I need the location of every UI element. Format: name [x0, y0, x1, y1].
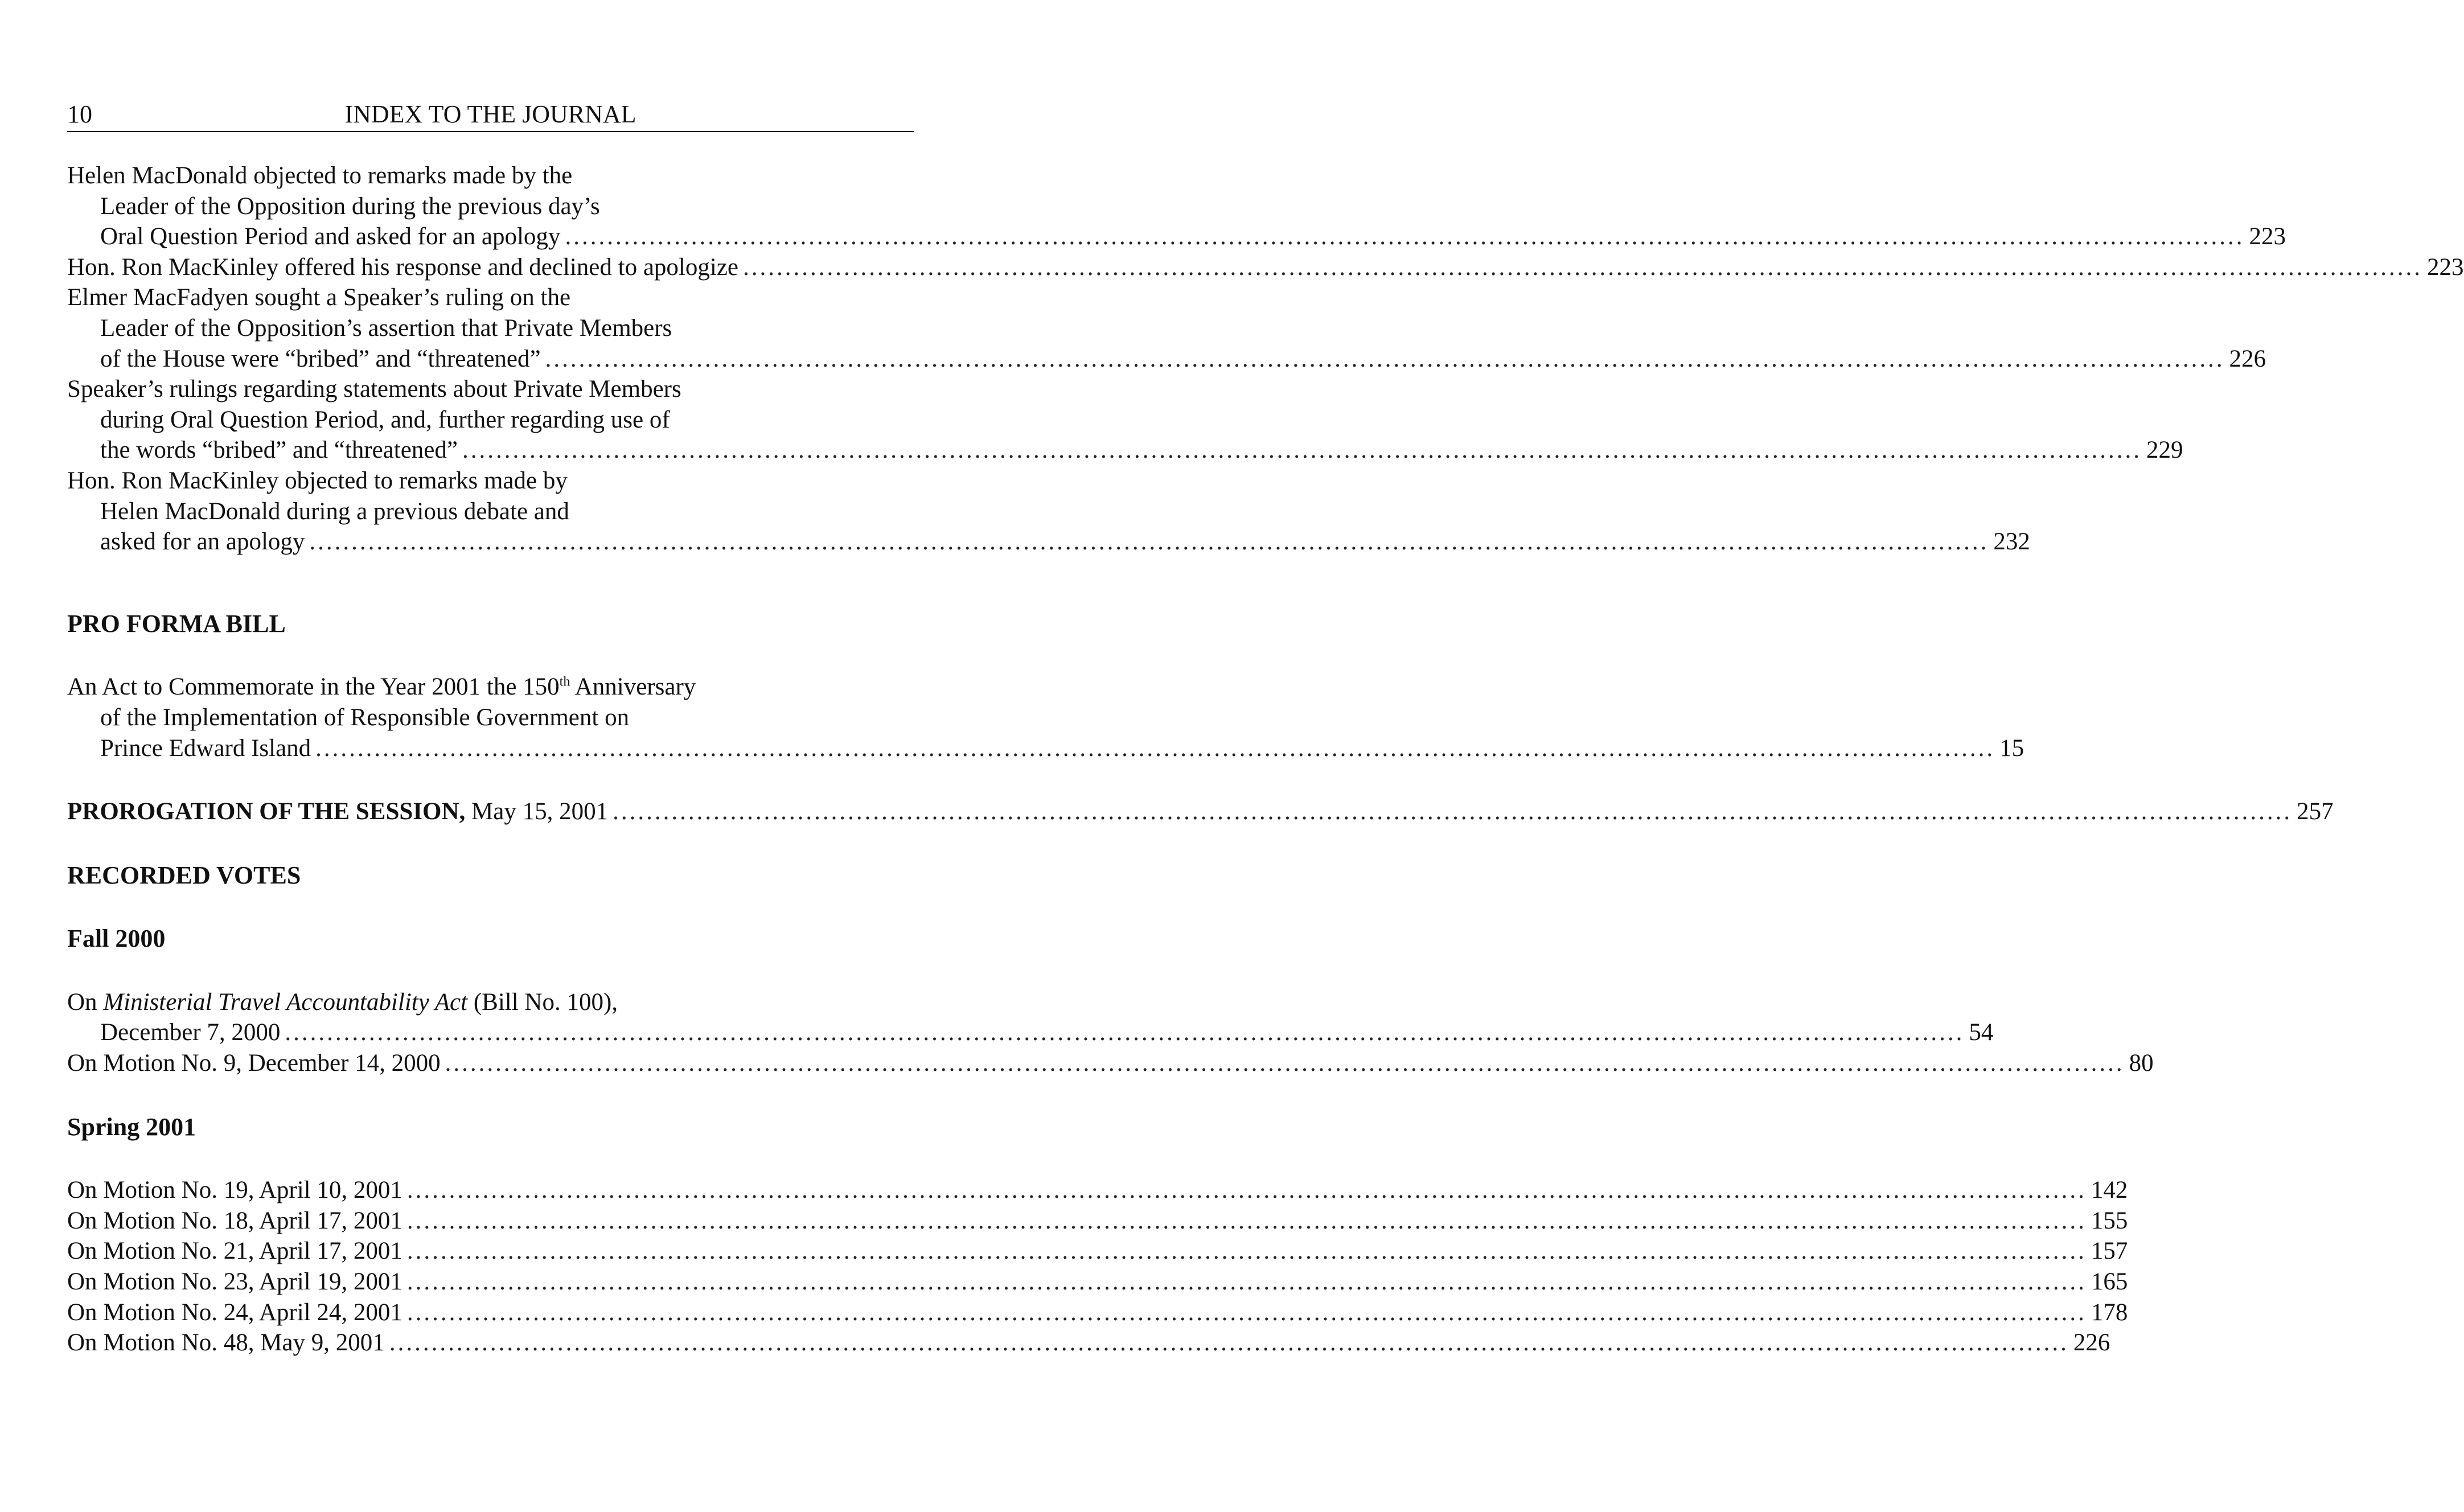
subsection-heading: Spring 2001 — [67, 1112, 196, 1141]
entry-text: December 7, 2000 — [100, 1019, 281, 1046]
page-reference: 54 — [1969, 1019, 1994, 1046]
subsection-heading: Fall 2000 — [67, 925, 166, 953]
entry-text: On Motion No. 24, April 24, 2001 — [67, 1299, 403, 1326]
index-entry — [67, 796, 2334, 827]
section-heading: PROROGATION OF THE SESSION, — [67, 798, 466, 825]
page-reference: 80 — [2129, 1050, 2154, 1077]
page-title: INDEX TO THE JOURNAL — [344, 100, 636, 128]
entry-line — [67, 1017, 1994, 1048]
entry-text: (Bill No. 100), — [467, 988, 618, 1016]
entry-line: Speaker’s rulings regarding statements about Private Members — [67, 376, 681, 403]
entry-text: asked for an apology — [100, 528, 305, 556]
page-number: 10 — [67, 100, 92, 128]
act-title: Ministerial Travel Accountability Act — [103, 988, 468, 1016]
entry-text: On Motion No. 48, May 9, 2001 — [67, 1329, 385, 1357]
entry-date: May 15, 2001 — [465, 798, 609, 825]
page-reference: 142 — [2091, 1177, 2128, 1204]
dot-leader: ........................................................................................................................................................................................................ — [445, 1050, 2125, 1077]
entry-text: On Motion No. 23, April 19, 2001 — [67, 1268, 403, 1296]
index-entry — [67, 161, 2286, 252]
index-content — [67, 161, 2464, 1358]
entry-line: of the Implementation of Responsible Government on — [100, 704, 630, 731]
index-entry — [67, 1048, 2154, 1079]
entry-line: Elmer MacFadyen sought a Speaker’s ruling on the — [67, 284, 571, 311]
section-heading: RECORDED VOTES — [67, 861, 301, 889]
entry-line — [67, 1175, 2128, 1206]
entry-line — [67, 733, 2024, 764]
entry-text: Prince Edward Island — [100, 734, 311, 762]
index-entry — [67, 1267, 2128, 1297]
dot-leader: ........................................................................................................................................................................................................ — [285, 1019, 1965, 1046]
entry-text: Hon. Ron MacKinley offered his response and declined to apologize — [67, 253, 738, 281]
entry-text: On Motion No. 9, December 14, 2000 — [67, 1050, 441, 1077]
page-reference: 226 — [2073, 1329, 2110, 1357]
index-entry — [67, 987, 1994, 1048]
page-header — [67, 98, 914, 132]
entry-line — [67, 221, 2286, 252]
page-reference: 157 — [2091, 1238, 2128, 1265]
entry-line — [67, 435, 2183, 466]
index-entry — [67, 1206, 2128, 1236]
dot-leader: ........................................................................................................................................................................................................ — [315, 734, 1995, 762]
entry-line — [67, 987, 914, 1018]
page-reference: 15 — [1999, 734, 2024, 762]
dot-leader: ........................................................................................................................................................................................................ — [406, 1299, 2087, 1326]
page-reference: 232 — [1993, 528, 2030, 556]
entry-text: On — [67, 988, 104, 1016]
dot-leader: ........................................................................................................................................................................................................ — [743, 253, 2422, 281]
page-reference: 165 — [2091, 1268, 2128, 1296]
index-entry — [67, 466, 2030, 557]
entry-line — [67, 344, 2266, 375]
entry-text: the words “bribed” and “threatened” — [100, 437, 458, 464]
page-reference: 178 — [2091, 1299, 2128, 1326]
entry-line — [67, 1206, 2128, 1236]
dot-leader: ........................................................................................................................................................................................................ — [406, 1238, 2087, 1265]
entry-line — [67, 1236, 2128, 1267]
entry-line — [67, 252, 2464, 283]
index-entry — [67, 252, 2464, 283]
index-entry — [67, 1175, 2128, 1206]
dot-leader: ........................................................................................................................................................................................................ — [309, 528, 1989, 556]
index-entry — [67, 374, 2183, 466]
entry-line — [67, 1328, 2110, 1358]
entry-line: Helen MacDonald during a previous debate and — [100, 498, 569, 525]
entry-text: Oral Question Period and asked for an apology — [100, 223, 561, 250]
dot-leader: ........................................................................................................................................................................................................ — [545, 345, 2225, 372]
page-reference: 155 — [2091, 1207, 2128, 1234]
section-heading: PRO FORMA BILL — [67, 609, 286, 638]
entry-line: Helen MacDonald objected to remarks made by the — [67, 162, 573, 189]
entry-text: An Act to Commemorate in the Year 2001 the 150 — [67, 673, 560, 701]
entry-text: Anniversary — [570, 673, 696, 701]
entry-line — [67, 1048, 2154, 1079]
index-entry — [67, 1236, 2128, 1267]
dot-leader: ........................................................................................................................................................................................................ — [565, 223, 2245, 250]
entry-line — [67, 527, 2030, 557]
dot-leader: ........................................................................................................................................................................................................ — [389, 1329, 2069, 1357]
entry-line — [67, 1267, 2128, 1297]
dot-leader: ........................................................................................................................................................................................................ — [613, 798, 2293, 825]
index-entry — [67, 282, 2266, 374]
ordinal-suffix: th — [559, 674, 570, 689]
page-reference: 223 — [2249, 223, 2286, 250]
entry-text: On Motion No. 18, April 17, 2001 — [67, 1207, 403, 1234]
entry-line — [67, 1297, 2128, 1328]
page-reference: 223 — [2427, 253, 2464, 281]
dot-leader: ........................................................................................................................................................................................................ — [406, 1207, 2087, 1234]
entry-text: On Motion No. 19, April 10, 2001 — [67, 1177, 403, 1204]
page-reference: 229 — [2146, 437, 2183, 464]
page-reference: 226 — [2229, 345, 2266, 372]
dot-leader: ........................................................................................................................................................................................................ — [462, 437, 2142, 464]
index-entry — [67, 672, 2024, 763]
entry-line: Hon. Ron MacKinley objected to remarks made by — [67, 467, 568, 494]
entry-line: during Oral Question Period, and, further regarding use of — [100, 406, 670, 433]
page-reference: 257 — [2297, 798, 2334, 825]
entry-text — [67, 796, 608, 827]
dot-leader: ........................................................................................................................................................................................................ — [406, 1177, 2087, 1204]
entry-line — [67, 672, 914, 702]
dot-leader: ........................................................................................................................................................................................................ — [406, 1268, 2087, 1296]
entry-text: On Motion No. 21, April 17, 2001 — [67, 1238, 403, 1265]
index-entry — [67, 1297, 2128, 1328]
entry-text: of the House were “bribed” and “threatened” — [100, 345, 541, 372]
index-entry — [67, 1328, 2110, 1358]
entry-line — [67, 796, 2334, 827]
entry-line: Leader of the Opposition’s assertion that Private Members — [100, 314, 672, 342]
entry-line: Leader of the Opposition during the previous day’s — [100, 192, 600, 220]
